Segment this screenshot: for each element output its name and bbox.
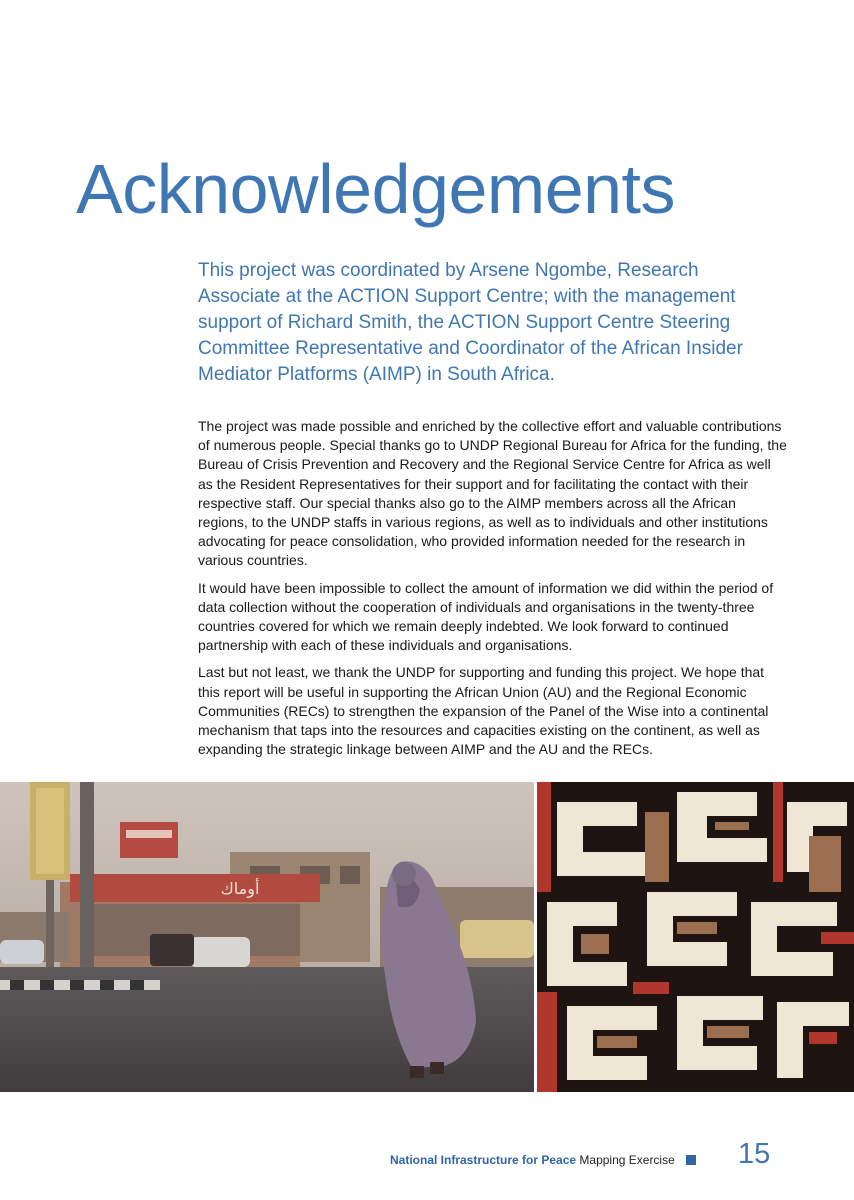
footer-brand: National Infrastructure for Peace bbox=[390, 1153, 577, 1167]
lead-paragraph: This project was coordinated by Arsene Ngombe, Research Associate at the ACTION Support Centre; with the management support of Richard Smith, the ACTION Support Centre Steering Committee Representative and Coordinator of the African Insider Mediator Platforms (AIMP) in South Africa. bbox=[198, 260, 743, 385]
page-title: Acknowledgements bbox=[76, 150, 675, 228]
page-number: 15 bbox=[738, 1138, 771, 1170]
footer-square-icon bbox=[686, 1155, 696, 1165]
body-paragraph-3: Last but not least, we thank the UNDP for supporting and funding this project. We hope that this report will be useful in supporting the African Union (AU) and the Regional Economic Communities (RECs) to strengthen the expansion of the Panel of the Wise into a continental mechanism that taps into the resources and capacities existing on the continent, as well as expanding the strategic linkage between AIMP and the AU and the RECs. bbox=[198, 664, 769, 758]
footer-suffix: Mapping Exercise bbox=[576, 1153, 675, 1167]
footer-title bbox=[390, 1153, 675, 1167]
kuba-textile-photo bbox=[537, 782, 854, 1092]
street-scene-illustration bbox=[0, 782, 534, 1092]
body-paragraph-1: The project was made possible and enriched by the collective effort and valuable contributions of numerous people. Special thanks go to UNDP Regional Bureau for Africa for the funding, the Bureau of Crisis Prevention and Recovery and the Regional Service Centre for Africa as well as the Resident Representatives for their support and for facilitating the contact with their respective staff. Our special thanks also go to the AIMP members across all the African regions, to the UNDP staffs in various regions, as well as to individuals and other institutions advocating for peace consolidation, who provided information needed for the research in various countries. bbox=[198, 418, 787, 569]
body-text bbox=[198, 417, 788, 767]
shop-sign-text: أوماك bbox=[220, 879, 260, 898]
body-paragraph-2: It would have been impossible to collect the amount of information we did within the period of data collection without the cooperation of individuals and organisations in the twenty-three countries covered for which we remain deeply indebted. We look forward to continued partnership with each of these individuals and organisations. bbox=[198, 579, 774, 654]
kuba-textile-pattern bbox=[537, 782, 854, 1092]
page-footer bbox=[390, 1138, 780, 1172]
street-scene-photo bbox=[0, 782, 534, 1092]
